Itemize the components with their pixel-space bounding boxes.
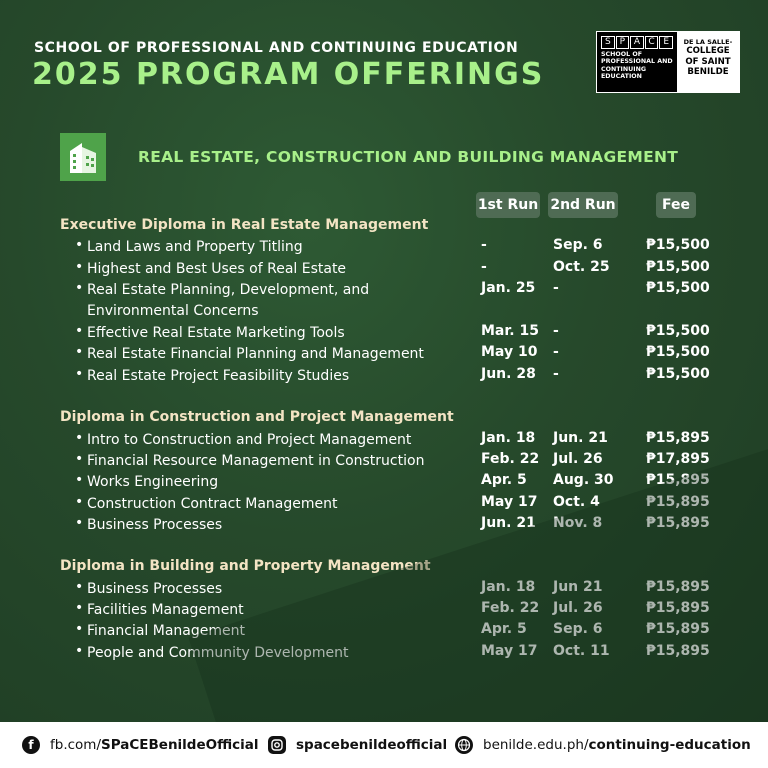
list-item: • Business Processes Jun. 21 Nov. 8 ₱15,895 <box>75 515 710 533</box>
list-item: • Financial Resource Management in Construction Feb. 22 Jul. 26 ₱17,895 <box>75 451 710 469</box>
list-item: • People and Community Development May 17 Oct. 11 ₱15,895 <box>75 643 710 661</box>
list-item: • Land Laws and Property Titling - Sep. 6 ₱15,500 <box>75 237 710 255</box>
school-name: SCHOOL OF PROFESSIONAL AND CONTINUING EDUCATION <box>34 40 519 56</box>
list-item: • Construction Contract Management May 17 Oct. 4 ₱15,895 <box>75 494 710 512</box>
list-item: • Facilities Management Feb. 22 Jul. 26 ₱15,895 <box>75 600 710 618</box>
column-header-fee: Fee <box>656 192 696 218</box>
globe-icon <box>455 736 473 754</box>
column-header-second-run: 2nd Run <box>548 192 618 218</box>
space-wordmark: S P A C E <box>601 36 673 49</box>
page-title: 2025 PROGRAM OFFERINGS <box>32 57 545 92</box>
benilde-logo: DE LA SALLE- COLLEGE OF SAINT BENILDE <box>677 32 739 92</box>
list-item: • Financial Management Apr. 5 Sep. 6 ₱15,895 <box>75 621 710 639</box>
college-logo <box>596 31 740 93</box>
list-item: • Real Estate Planning, Development, and Environmental Concerns Jan. 25 - ₱15,500 <box>75 280 710 319</box>
section-title: Executive Diploma in Real Estate Management <box>60 217 429 233</box>
section-title: Diploma in Construction and Project Management <box>60 409 454 425</box>
building-icon <box>60 133 106 181</box>
category-title: REAL ESTATE, CONSTRUCTION AND BUILDING MANAGEMENT <box>138 148 679 166</box>
section-title: Diploma in Building and Property Management <box>60 558 431 574</box>
list-item: • Real Estate Project Feasibility Studies Jun. 28 - ₱15,500 <box>75 366 710 384</box>
instagram-icon <box>268 736 286 754</box>
list-item: • Real Estate Financial Planning and Management May 10 - ₱15,500 <box>75 344 710 362</box>
facebook-link[interactable]: f fb.com/ SPaCEBenildeOfficial <box>22 722 259 768</box>
website-link[interactable]: benilde.edu.ph/ continuing-education <box>455 722 751 768</box>
list-item: • Intro to Construction and Project Management Jan. 18 Jun. 21 ₱15,895 <box>75 430 710 448</box>
space-subtitle: SCHOOL OF PROFESSIONAL AND CONTINUING EDUCATION <box>601 51 673 81</box>
space-logo <box>597 32 677 92</box>
list-item: • Highest and Best Uses of Real Estate - Oct. 25 ₱15,500 <box>75 259 710 277</box>
column-header-first-run: 1st Run <box>476 192 540 218</box>
instagram-link[interactable]: spacebenildeofficial <box>268 722 447 768</box>
footer <box>0 722 768 768</box>
list-item: • Works Engineering Apr. 5 Aug. 30 ₱15,895 <box>75 472 710 490</box>
facebook-icon: f <box>22 736 40 754</box>
list-item: • Business Processes Jan. 18 Jun 21 ₱15,895 <box>75 579 710 597</box>
list-item: • Effective Real Estate Marketing Tools Mar. 15 - ₱15,500 <box>75 323 710 341</box>
